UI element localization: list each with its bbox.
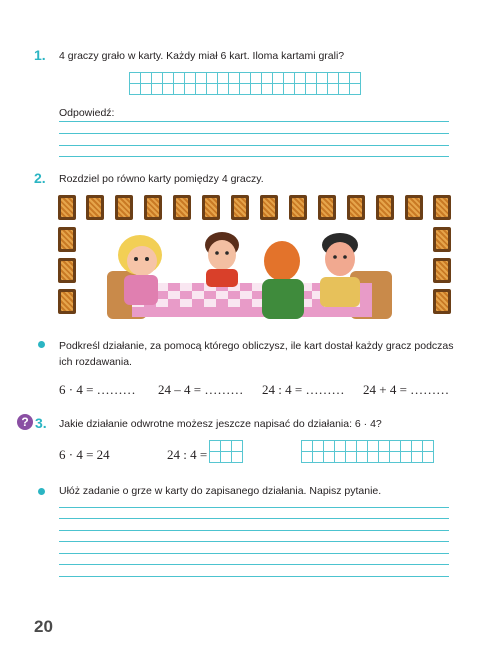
writing-line-7[interactable] (59, 576, 449, 577)
answer-line-1[interactable] (59, 121, 449, 122)
bullet-icon (38, 488, 45, 495)
playing-card[interactable] (376, 195, 394, 220)
task-1-answer-grid[interactable] (129, 72, 361, 95)
inverse-operation-grid[interactable] (301, 440, 434, 463)
cards-illustration (58, 195, 453, 320)
playing-card[interactable] (347, 195, 365, 220)
partial-equation: 24 : 4 = (167, 447, 208, 462)
playing-card[interactable] (433, 258, 451, 283)
players-at-table-illustration (102, 231, 398, 319)
writing-line-2[interactable] (59, 518, 449, 519)
writing-line-1[interactable] (59, 507, 449, 508)
help-question-icon[interactable]: ? (17, 414, 33, 430)
option-multiplication[interactable]: 6 · 4 = ……… (59, 382, 136, 397)
playing-card[interactable] (144, 195, 162, 220)
writing-line-6[interactable] (59, 564, 449, 565)
playing-card[interactable] (289, 195, 307, 220)
playing-card[interactable] (202, 195, 220, 220)
answer-line-2[interactable] (59, 133, 449, 134)
option-addition[interactable]: 24 + 4 = ……… (363, 382, 450, 397)
writing-line-3[interactable] (59, 530, 449, 531)
given-equation: 6 · 4 = 24 (59, 447, 110, 462)
option-division[interactable]: 24 : 4 = ……… (262, 382, 345, 397)
task-1-text: 4 graczy grało w karty. Każdy miał 6 kart. Iloma kartami grali? (59, 50, 345, 62)
playing-card[interactable] (173, 195, 191, 220)
playing-card[interactable] (433, 289, 451, 314)
task-3-number: 3. (35, 415, 47, 431)
division-answer-grid[interactable] (209, 440, 243, 463)
playing-card[interactable] (58, 258, 76, 283)
playing-card[interactable] (115, 195, 133, 220)
answer-label: Odpowiedź: (59, 107, 115, 119)
playing-card[interactable] (58, 227, 76, 252)
compose-task-text: Ułóż zadanie o grze w karty do zapisanego działania. Napisz pytanie. (59, 485, 382, 497)
playing-card[interactable] (318, 195, 336, 220)
playing-card[interactable] (260, 195, 278, 220)
playing-card[interactable] (433, 195, 451, 220)
playing-card[interactable] (433, 227, 451, 252)
option-subtraction[interactable]: 24 – 4 = ……… (158, 382, 244, 397)
playing-card[interactable] (58, 195, 76, 220)
playing-card[interactable] (405, 195, 423, 220)
answer-line-4[interactable] (59, 156, 449, 157)
playing-card[interactable] (231, 195, 249, 220)
writing-line-4[interactable] (59, 541, 449, 542)
underline-task-text: Podkreśl działanie, za pomocą którego obliczysz, ile kart dostał każdy gracz podczas ich rozdawania. (59, 340, 454, 368)
page-number: 20 (34, 617, 53, 636)
task-2-text: Rozdziel po równo karty pomiędzy 4 graczy. (59, 173, 264, 185)
bullet-icon (38, 341, 45, 348)
playing-card[interactable] (58, 289, 76, 314)
writing-line-5[interactable] (59, 553, 449, 554)
task-3-text: Jakie działanie odwrotne możesz jeszcze napisać do działania: 6 · 4? (59, 418, 382, 430)
task-2-number: 2. (34, 170, 46, 186)
playing-card[interactable] (86, 195, 104, 220)
answer-line-3[interactable] (59, 145, 449, 146)
task-1-number: 1. (34, 47, 46, 63)
